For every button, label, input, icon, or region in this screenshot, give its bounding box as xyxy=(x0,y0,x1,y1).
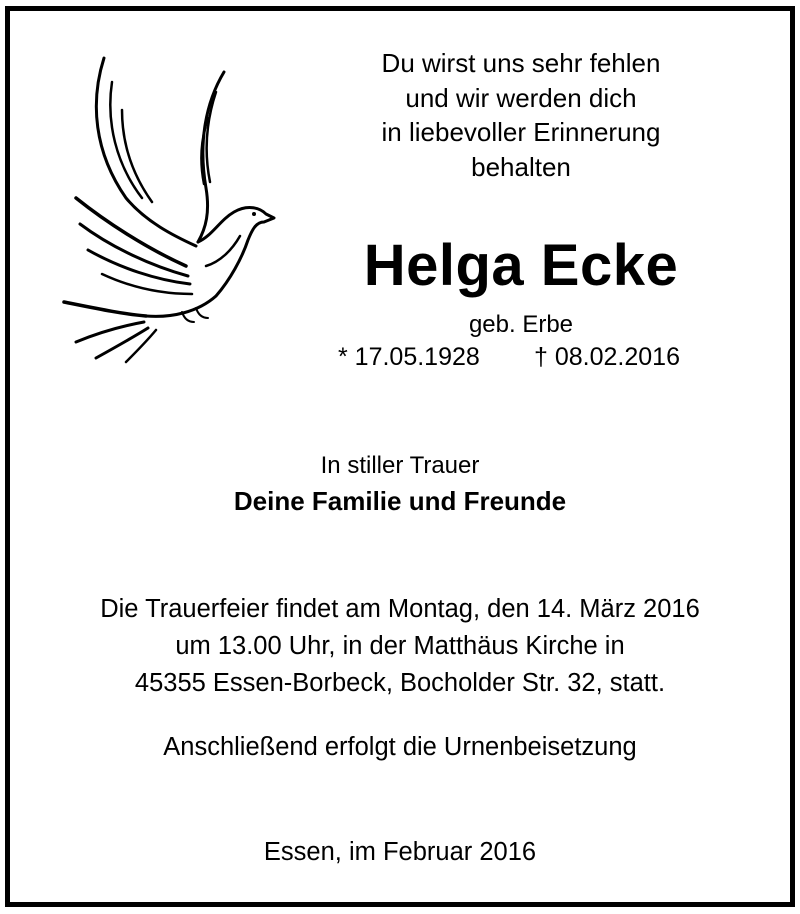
quote-line: behalten xyxy=(471,151,571,182)
birth-name: geb. Erbe xyxy=(468,311,574,338)
deceased-name: Helga Ecke xyxy=(363,233,679,298)
dove-icon xyxy=(56,52,280,364)
birth-date: * 17.05.1928 xyxy=(338,343,480,371)
quote-line: und wir werden dich xyxy=(405,82,637,113)
service-line: um 13.00 Uhr, in der Matthäus Kirche in xyxy=(175,632,625,660)
burial-note: Anschließend erfolgt die Urnenbeisetzung xyxy=(163,733,637,761)
mourners-names: Deine Familie und Freunde xyxy=(233,486,567,516)
memorial-quote xyxy=(320,46,722,184)
quote-line: Du wirst uns sehr fehlen xyxy=(381,48,661,78)
service-line: Die Trauerfeier findet am Montag, den 14. März 2016 xyxy=(100,595,700,623)
death-date: † 08.02.2016 xyxy=(534,343,680,371)
quote-line: in liebevoller Erinnerung xyxy=(381,117,661,147)
mourning-intro: In stiller Trauer xyxy=(320,452,480,479)
funeral-service-info xyxy=(0,591,800,702)
place-and-date: Essen, im Februar 2016 xyxy=(263,838,537,866)
service-line: 45355 Essen-Borbeck, Bocholder Str. 32, statt. xyxy=(134,669,666,697)
